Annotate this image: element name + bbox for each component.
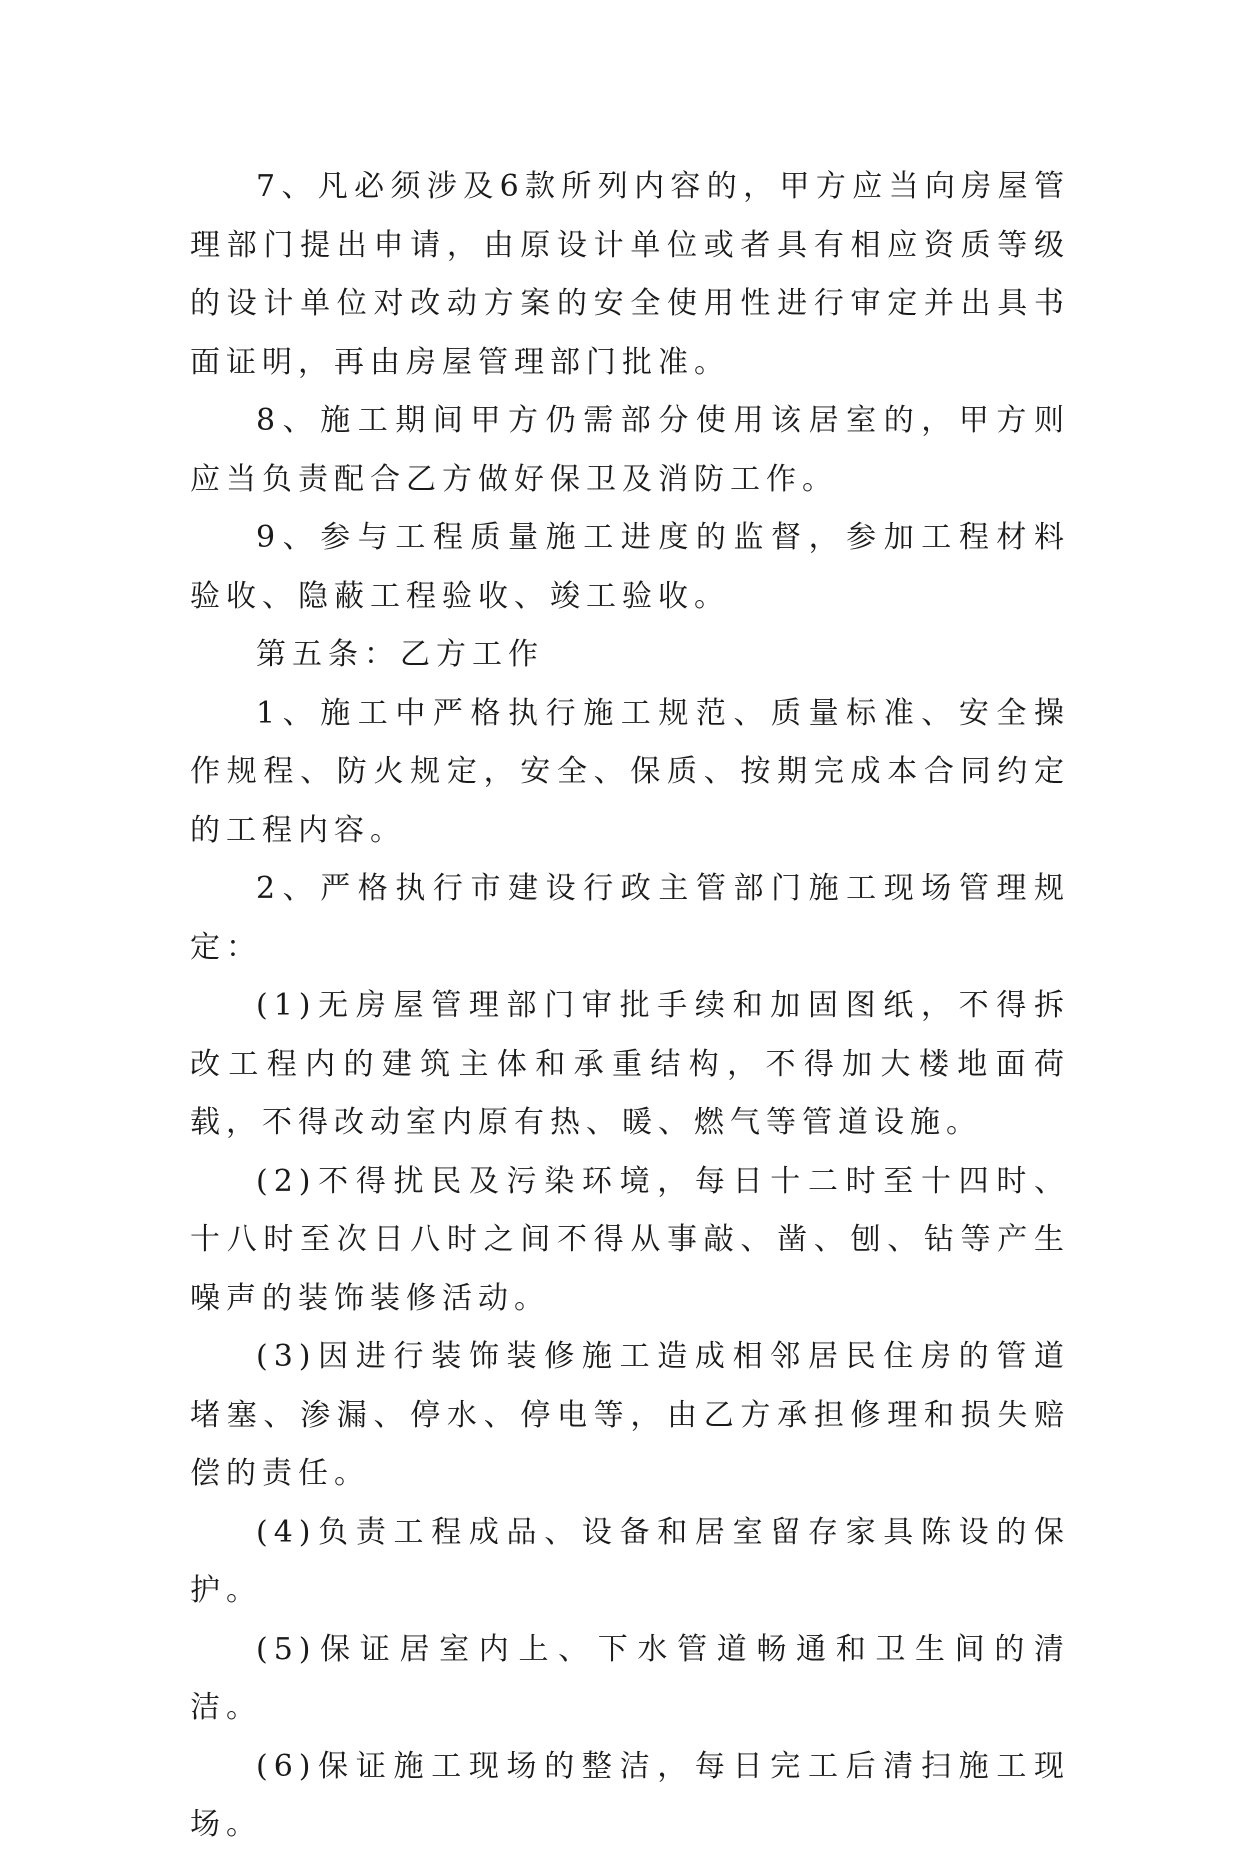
sub-item-3: (3)因进行装饰装修施工造成相邻居民住房的管道堵塞、渗漏、停水、停电等，由乙方承担修理和损失赔偿的责任。 xyxy=(190,1339,1070,1491)
sub-item-2: (2)不得扰民及污染环境，每日十二时至十四时、十八时至次日八时之间不得从事敲、凿、刨、钻等产生噪声的装饰装修活动。 xyxy=(190,1163,1070,1316)
clause-item-2: 2、严格执行市建设行政主管部门施工现场管理规定： xyxy=(190,871,1070,965)
sub-item-6: (6)保证施工现场的整洁，每日完工后清扫施工现场。 xyxy=(190,1748,1070,1842)
clause-item-1: 1、施工中严格执行施工规范、质量标准、安全操作规程、防火规定，安全、保质、按期完成本合同约定的工程内容。 xyxy=(190,695,1070,848)
sub-item-5: (5)保证居室内上、下水管道畅通和卫生间的清洁。 xyxy=(190,1631,1070,1725)
sub-item-4: (4)负责工程成品、设备和居室留存家具陈设的保护。 xyxy=(190,1514,1070,1608)
clause-item-8: 8、施工期间甲方仍需部分使用该居室的，甲方则应当负责配合乙方做好保卫及消防工作。 xyxy=(190,403,1070,497)
sub-item-1: (1)无房屋管理部门审批手续和加固图纸，不得拆改工程内的建筑主体和承重结构，不得加大楼地面荷载，不得改动室内原有热、暖、燃气等管道设施。 xyxy=(190,988,1070,1140)
section-heading: 第五条：乙方工作 xyxy=(256,637,544,672)
clause-item-7: 7、凡必须涉及6款所列内容的，甲方应当向房屋管理部门提出申请，由原设计单位或者具有相应资质等级的设计单位对改动方案的安全使用性进行审定并出具书面证明，再由房屋管理部门批准。 xyxy=(190,169,1070,380)
document-page xyxy=(190,158,1070,1855)
clause-item-9: 9、参与工程质量施工进度的监督，参加工程材料验收、隐蔽工程验收、竣工验收。 xyxy=(190,520,1070,614)
